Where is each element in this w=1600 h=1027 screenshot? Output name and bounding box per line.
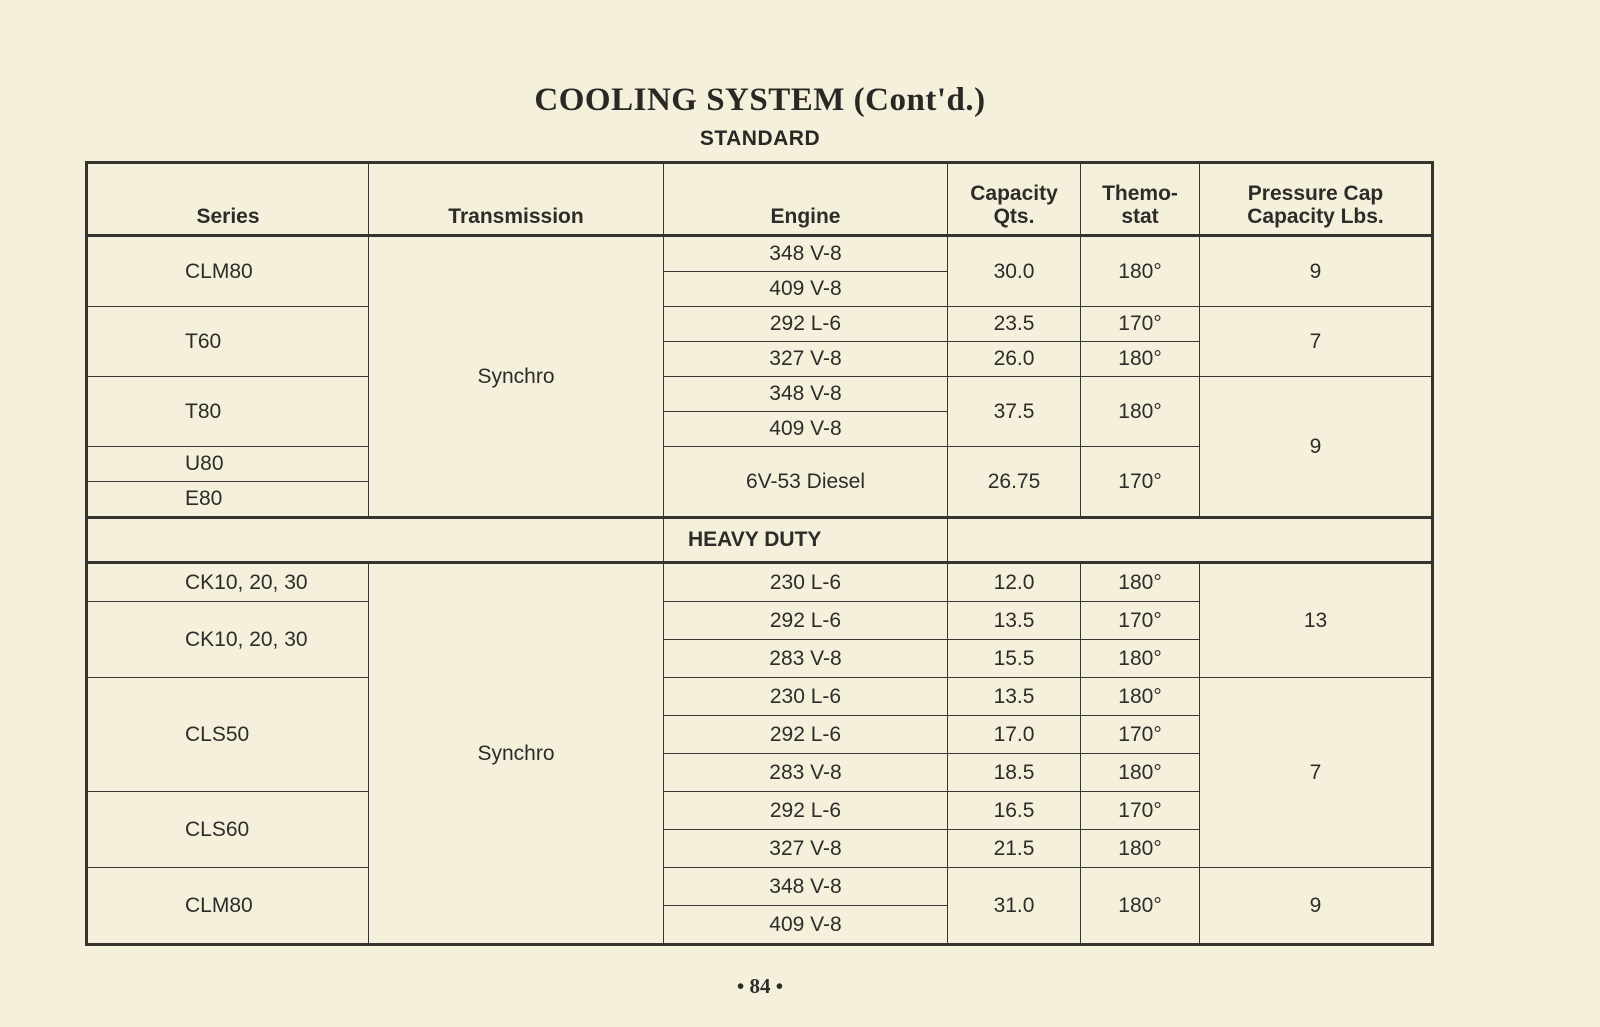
engine-cell: 292 L-6 [664,307,948,342]
thermostat-cell: 170° [1081,602,1200,640]
transmission-cell: Synchro [369,563,664,945]
table-row [87,377,1433,412]
thermostat-cell: 180° [1081,377,1200,447]
thermostat-cell: 180° [1081,342,1200,377]
engine-cell: 6V-53 Diesel [664,447,948,518]
header-pressure-cap: Pressure Cap Capacity Lbs. [1200,163,1433,236]
capacity-cell: 17.0 [948,716,1081,754]
pressure-cell: 7 [1200,307,1433,377]
engine-cell: 409 V-8 [664,412,948,447]
capacity-cell: 12.0 [948,563,1081,602]
capacity-cell: 13.5 [948,678,1081,716]
capacity-cell: 31.0 [948,868,1081,945]
series-cell: CLM80 [87,868,369,945]
thermostat-cell: 180° [1081,754,1200,792]
pressure-cell: 7 [1200,678,1433,868]
engine-cell: 230 L-6 [664,678,948,716]
table-row [87,236,1433,272]
series-cell: U80 [87,447,369,482]
engine-cell: 409 V-8 [664,272,948,307]
header-capacity: Capacity Qts. [948,163,1081,236]
engine-cell: 348 V-8 [664,377,948,412]
thermostat-cell: 180° [1081,868,1200,945]
page-number: • 84 • [736,974,784,998]
capacity-cell: 26.75 [948,447,1081,518]
capacity-cell: 37.5 [948,377,1081,447]
series-cell: CLS60 [87,792,369,868]
header-thermostat: Themo- stat [1081,163,1200,236]
thermostat-cell: 170° [1081,792,1200,830]
engine-cell: 409 V-8 [664,906,948,945]
empty-cell [948,518,1433,563]
cooling-system-table [85,161,1434,946]
series-cell: T80 [87,377,369,447]
heavy-duty-label: HEAVY DUTY [664,518,948,563]
engine-cell: 292 L-6 [664,602,948,640]
page-title: COOLING SYSTEM (Cont'd.) [534,82,986,118]
series-cell: E80 [87,482,369,518]
series-cell: CK10, 20, 30 [87,602,369,678]
capacity-cell: 30.0 [948,236,1081,307]
engine-cell: 292 L-6 [664,716,948,754]
engine-cell: 327 V-8 [664,342,948,377]
header-series: Series [87,163,369,236]
thermostat-cell: 180° [1081,563,1200,602]
header-transmission: Transmission [369,163,664,236]
engine-cell: 283 V-8 [664,640,948,678]
engine-cell: 230 L-6 [664,563,948,602]
thermostat-cell: 180° [1081,236,1200,307]
table-row [87,563,1433,602]
pressure-cell: 9 [1200,236,1433,307]
thermostat-cell: 170° [1081,447,1200,518]
thermostat-cell: 170° [1081,307,1200,342]
capacity-cell: 21.5 [948,830,1081,868]
table-row [87,868,1433,906]
engine-cell: 292 L-6 [664,792,948,830]
engine-cell: 327 V-8 [664,830,948,868]
capacity-cell: 23.5 [948,307,1081,342]
engine-cell: 348 V-8 [664,236,948,272]
header-engine: Engine [664,163,948,236]
capacity-cell: 16.5 [948,792,1081,830]
section-subtitle-standard: STANDARD [699,127,821,150]
pressure-cell: 9 [1200,868,1433,945]
transmission-cell: Synchro [369,236,664,518]
heavy-duty-section-row [87,518,1433,563]
table-row [87,678,1433,716]
series-cell: CLM80 [87,236,369,307]
header-row [87,163,1433,236]
thermostat-cell: 180° [1081,830,1200,868]
capacity-cell: 13.5 [948,602,1081,640]
thermostat-cell: 180° [1081,678,1200,716]
series-cell: CK10, 20, 30 [87,563,369,602]
series-cell: T60 [87,307,369,377]
empty-cell [87,518,664,563]
pressure-cell: 13 [1200,563,1433,678]
thermostat-cell: 170° [1081,716,1200,754]
thermostat-cell: 180° [1081,640,1200,678]
series-cell: CLS50 [87,678,369,792]
capacity-cell: 26.0 [948,342,1081,377]
capacity-cell: 15.5 [948,640,1081,678]
engine-cell: 283 V-8 [664,754,948,792]
table-row [87,307,1433,342]
engine-cell: 348 V-8 [664,868,948,906]
capacity-cell: 18.5 [948,754,1081,792]
pressure-cell: 9 [1200,377,1433,518]
